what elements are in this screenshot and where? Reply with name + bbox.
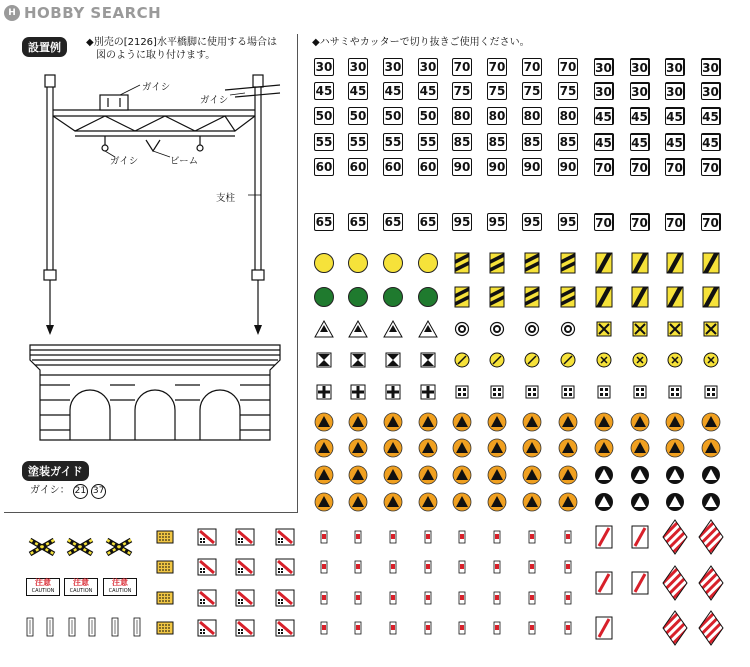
caution-plate: [64, 578, 98, 596]
striped-marker-icon: [489, 252, 505, 274]
green-signal-disc: [347, 286, 369, 308]
hazard-diamond-icon: [698, 610, 724, 646]
warning-disc-icon: [314, 465, 334, 485]
green-signal-disc: [417, 286, 439, 308]
warning-disc-icon: [630, 492, 650, 512]
speed-sign: 60: [315, 160, 333, 174]
hazard-diamond-icon: [662, 565, 688, 601]
speed-sign: 30: [665, 82, 685, 100]
diagonal-marker-icon: [702, 286, 720, 308]
speed-sign: 70: [701, 213, 721, 231]
cross-marker-icon: [350, 384, 366, 400]
speed-sign: 75: [453, 84, 471, 98]
speed-sign: 65: [384, 215, 402, 229]
yellow-signal-disc: [382, 252, 404, 274]
speed-sign: 75: [488, 84, 506, 98]
ring-marker-icon: [454, 321, 470, 337]
triangle-marker-icon: [383, 320, 403, 338]
speed-sign: 70: [453, 60, 471, 74]
label-gaishi-bottom: ガイシ: [110, 156, 139, 167]
warning-disc-icon: [383, 412, 403, 432]
hourglass-marker-icon: [385, 352, 401, 368]
speed-sign: 70: [630, 158, 650, 176]
warning-disc-icon: [418, 438, 438, 458]
striped-marker-icon: [560, 252, 576, 274]
diagonal-marker-icon: [666, 286, 684, 308]
warning-disc-icon: [558, 438, 578, 458]
caution-plate: [103, 578, 137, 596]
label-gaishi-top: ガイシ: [142, 82, 171, 93]
cross-marker-icon: [385, 384, 401, 400]
speed-sign: 50: [419, 109, 437, 123]
hazard-diamond-icon: [698, 565, 724, 601]
x-box-marker-icon: [632, 321, 648, 337]
paint-color-1: 21: [73, 484, 88, 499]
speed-sign: 60: [349, 160, 367, 174]
warning-disc-icon: [630, 438, 650, 458]
red-tick-marker-icon: [389, 621, 397, 635]
speed-sign: 65: [419, 215, 437, 229]
x-circle-marker-icon: [703, 352, 719, 368]
post-strip-icon: [133, 617, 141, 637]
warning-disc-icon: [418, 465, 438, 485]
speed-sign: 80: [523, 109, 541, 123]
speed-sign: 70: [630, 213, 650, 231]
red-tick-marker-icon: [320, 530, 328, 544]
speed-sign: 70: [665, 213, 685, 231]
x-circle-marker-icon: [596, 352, 612, 368]
speed-sign: 70: [523, 60, 541, 74]
yellow-signal-disc: [417, 252, 439, 274]
warning-disc-icon: [594, 465, 614, 485]
red-tick-marker-icon: [528, 560, 536, 574]
logo-mark-icon: H: [4, 5, 20, 21]
red-tick-marker-icon: [389, 591, 397, 605]
x-box-marker-icon: [667, 321, 683, 337]
speed-sign: 30: [701, 58, 721, 76]
speed-sign: 70: [559, 60, 577, 74]
hazard-diamond-icon: [662, 519, 688, 555]
warning-disc-icon: [594, 438, 614, 458]
caution-sub: CAUTION: [108, 588, 132, 594]
red-tick-marker-icon: [424, 560, 432, 574]
grid-square-marker-icon: [668, 385, 682, 399]
speed-sign: 70: [488, 60, 506, 74]
warning-disc-icon: [452, 465, 472, 485]
diagonal-marker-icon: [631, 286, 649, 308]
speed-sign: 70: [701, 158, 721, 176]
red-slash-marker-icon: [595, 571, 613, 595]
speed-sign: 50: [384, 109, 402, 123]
yellow-panel-icon: [156, 621, 174, 635]
warning-disc-icon: [630, 465, 650, 485]
warning-disc-icon: [522, 438, 542, 458]
install-note-line1: ◆別売の[2126]水平橋脚に使用する場合は: [86, 37, 277, 48]
warning-disc-icon: [701, 465, 721, 485]
warning-disc-icon: [487, 438, 507, 458]
grid-square-marker-icon: [633, 385, 647, 399]
warning-disc-icon: [701, 438, 721, 458]
warning-disc-icon: [594, 492, 614, 512]
speed-sign: 45: [594, 133, 614, 151]
striped-marker-icon: [524, 252, 540, 274]
red-tick-marker-icon: [320, 621, 328, 635]
warning-box-icon: [275, 528, 295, 546]
speed-sign: 70: [594, 213, 614, 231]
grid-square-marker-icon: [525, 385, 539, 399]
warning-disc-icon: [665, 412, 685, 432]
install-tag: 設置例: [22, 37, 67, 57]
warning-disc-icon: [348, 438, 368, 458]
speed-sign: 85: [523, 135, 541, 149]
post-strip-icon: [46, 617, 54, 637]
warning-disc-icon: [314, 492, 334, 512]
speed-sign: 30: [594, 82, 614, 100]
warning-disc-icon: [383, 492, 403, 512]
red-tick-marker-icon: [493, 530, 501, 544]
paint-guide-tag: 塗装ガイド: [22, 461, 89, 481]
caution-label: 注意: [73, 578, 89, 587]
red-tick-marker-icon: [354, 530, 362, 544]
speed-sign: 30: [701, 82, 721, 100]
warning-disc-icon: [487, 412, 507, 432]
warning-disc-icon: [701, 492, 721, 512]
red-tick-marker-icon: [528, 591, 536, 605]
slashed-disc-marker-icon: [454, 352, 470, 368]
label-beam: ビーム: [170, 156, 199, 167]
diagonal-marker-icon: [595, 252, 613, 274]
cross-marker-icon: [316, 384, 332, 400]
red-tick-marker-icon: [528, 621, 536, 635]
speed-sign: 80: [559, 109, 577, 123]
warning-disc-icon: [487, 492, 507, 512]
ring-marker-icon: [560, 321, 576, 337]
x-circle-marker-icon: [667, 352, 683, 368]
warning-box-icon: [197, 589, 217, 607]
grid-square-marker-icon: [597, 385, 611, 399]
warning-disc-icon: [522, 492, 542, 512]
warning-disc-icon: [487, 465, 507, 485]
railroad-crossing-sign: [27, 537, 57, 557]
slashed-disc-marker-icon: [524, 352, 540, 368]
warning-disc-icon: [558, 465, 578, 485]
paint-guide-label: ガイシ：: [30, 485, 70, 496]
grid-square-marker-icon: [561, 385, 575, 399]
hourglass-marker-icon: [316, 352, 332, 368]
triangle-marker-icon: [314, 320, 334, 338]
slashed-disc-marker-icon: [560, 352, 576, 368]
green-signal-disc: [313, 286, 335, 308]
railroad-crossing-sign: [104, 537, 134, 557]
speed-sign: 75: [559, 84, 577, 98]
diagonal-marker-icon: [666, 252, 684, 274]
speed-sign: 30: [419, 60, 437, 74]
post-strip-icon: [26, 617, 34, 637]
warning-disc-icon: [665, 438, 685, 458]
warning-disc-icon: [701, 412, 721, 432]
speed-sign: 45: [384, 84, 402, 98]
speed-sign: 90: [488, 160, 506, 174]
striped-marker-icon: [454, 286, 470, 308]
speed-sign: 30: [315, 60, 333, 74]
warning-disc-icon: [452, 492, 472, 512]
warning-disc-icon: [348, 412, 368, 432]
grid-square-marker-icon: [704, 385, 718, 399]
speed-sign: 70: [594, 158, 614, 176]
speed-sign: 85: [559, 135, 577, 149]
speed-sign: 95: [453, 215, 471, 229]
speed-sign: 30: [594, 58, 614, 76]
striped-marker-icon: [524, 286, 540, 308]
ring-marker-icon: [489, 321, 505, 337]
hazard-diamond-icon: [662, 610, 688, 646]
speed-sign: 90: [453, 160, 471, 174]
warning-disc-icon: [558, 412, 578, 432]
caution-sub: CAUTION: [69, 588, 93, 594]
yellow-panel-icon: [156, 530, 174, 544]
red-tick-marker-icon: [354, 560, 362, 574]
red-tick-marker-icon: [528, 530, 536, 544]
hourglass-marker-icon: [350, 352, 366, 368]
striped-marker-icon: [489, 286, 505, 308]
warning-box-icon: [275, 619, 295, 637]
speed-sign: 45: [630, 133, 650, 151]
warning-box-icon: [197, 619, 217, 637]
red-tick-marker-icon: [354, 591, 362, 605]
warning-disc-icon: [452, 412, 472, 432]
speed-sign: 30: [349, 60, 367, 74]
caution-sub: CAUTION: [31, 588, 55, 594]
red-tick-marker-icon: [493, 591, 501, 605]
red-slash-marker-icon: [631, 525, 649, 549]
red-tick-marker-icon: [389, 530, 397, 544]
red-tick-marker-icon: [320, 560, 328, 574]
cross-marker-icon: [420, 384, 436, 400]
warning-box-icon: [235, 619, 255, 637]
speed-sign: 70: [665, 158, 685, 176]
speed-sign: 55: [315, 135, 333, 149]
paint-color-2: 37: [91, 484, 106, 499]
triangle-marker-icon: [348, 320, 368, 338]
red-tick-marker-icon: [564, 530, 572, 544]
yellow-signal-disc: [347, 252, 369, 274]
red-tick-marker-icon: [424, 591, 432, 605]
red-tick-marker-icon: [493, 621, 501, 635]
warning-box-icon: [197, 528, 217, 546]
speed-sign: 45: [701, 133, 721, 151]
red-slash-marker-icon: [595, 616, 613, 640]
red-tick-marker-icon: [320, 591, 328, 605]
caution-label: 注意: [35, 578, 51, 587]
red-tick-marker-icon: [564, 560, 572, 574]
red-tick-marker-icon: [458, 560, 466, 574]
grid-square-marker-icon: [455, 385, 469, 399]
speed-sign: 85: [453, 135, 471, 149]
speed-sign: 85: [488, 135, 506, 149]
warning-disc-icon: [348, 465, 368, 485]
red-slash-marker-icon: [595, 525, 613, 549]
speed-sign: 45: [665, 107, 685, 125]
green-signal-disc: [382, 286, 404, 308]
speed-sign: 75: [523, 84, 541, 98]
speed-sign: 80: [453, 109, 471, 123]
hourglass-marker-icon: [420, 352, 436, 368]
warning-disc-icon: [348, 492, 368, 512]
speed-sign: 55: [419, 135, 437, 149]
warning-disc-icon: [383, 465, 403, 485]
grid-square-marker-icon: [490, 385, 504, 399]
red-slash-marker-icon: [631, 571, 649, 595]
warning-box-icon: [235, 528, 255, 546]
speed-sign: 45: [349, 84, 367, 98]
x-circle-marker-icon: [632, 352, 648, 368]
warning-disc-icon: [665, 465, 685, 485]
speed-sign: 65: [349, 215, 367, 229]
speed-sign: 55: [349, 135, 367, 149]
speed-sign: 30: [630, 82, 650, 100]
warning-disc-icon: [418, 412, 438, 432]
speed-sign: 55: [384, 135, 402, 149]
warning-disc-icon: [418, 492, 438, 512]
slashed-disc-marker-icon: [489, 352, 505, 368]
red-tick-marker-icon: [389, 560, 397, 574]
warning-box-icon: [197, 558, 217, 576]
cut-note: ◆ハサミやカッターで切り抜きご使用ください。: [312, 37, 530, 48]
warning-disc-icon: [314, 438, 334, 458]
speed-sign: 30: [384, 60, 402, 74]
speed-sign: 45: [594, 107, 614, 125]
label-gaishi-right: ガイシ: [200, 95, 229, 106]
red-tick-marker-icon: [458, 621, 466, 635]
diagonal-marker-icon: [631, 252, 649, 274]
speed-sign: 50: [349, 109, 367, 123]
yellow-panel-icon: [156, 560, 174, 574]
warning-box-icon: [235, 589, 255, 607]
speed-sign: 45: [315, 84, 333, 98]
warning-disc-icon: [452, 438, 472, 458]
diagonal-marker-icon: [595, 286, 613, 308]
yellow-signal-disc: [313, 252, 335, 274]
speed-sign: 90: [523, 160, 541, 174]
post-strip-icon: [68, 617, 76, 637]
striped-marker-icon: [454, 252, 470, 274]
speed-sign: 95: [559, 215, 577, 229]
warning-disc-icon: [383, 438, 403, 458]
red-tick-marker-icon: [564, 591, 572, 605]
warning-disc-icon: [558, 492, 578, 512]
triangle-marker-icon: [418, 320, 438, 338]
logo-text: HOBBY SEARCH: [24, 4, 162, 22]
speed-sign: 30: [630, 58, 650, 76]
ring-marker-icon: [524, 321, 540, 337]
red-tick-marker-icon: [458, 530, 466, 544]
speed-sign: 95: [488, 215, 506, 229]
red-tick-marker-icon: [564, 621, 572, 635]
red-tick-marker-icon: [458, 591, 466, 605]
red-tick-marker-icon: [424, 621, 432, 635]
speed-sign: 90: [559, 160, 577, 174]
striped-marker-icon: [560, 286, 576, 308]
label-post: 支柱: [216, 193, 236, 204]
caution-plate: [26, 578, 60, 596]
speed-sign: 45: [665, 133, 685, 151]
speed-sign: 50: [315, 109, 333, 123]
post-strip-icon: [88, 617, 96, 637]
x-box-marker-icon: [596, 321, 612, 337]
yellow-panel-icon: [156, 591, 174, 605]
red-tick-marker-icon: [424, 530, 432, 544]
warning-box-icon: [275, 589, 295, 607]
caution-label: 注意: [112, 578, 128, 587]
x-box-marker-icon: [703, 321, 719, 337]
diagonal-marker-icon: [702, 252, 720, 274]
speed-sign: 45: [419, 84, 437, 98]
speed-sign: 30: [665, 58, 685, 76]
warning-disc-icon: [314, 412, 334, 432]
speed-sign: 60: [384, 160, 402, 174]
warning-disc-icon: [522, 412, 542, 432]
warning-disc-icon: [665, 492, 685, 512]
warning-disc-icon: [522, 465, 542, 485]
speed-sign: 45: [701, 107, 721, 125]
red-tick-marker-icon: [493, 560, 501, 574]
warning-disc-icon: [630, 412, 650, 432]
railroad-crossing-sign: [65, 537, 95, 557]
speed-sign: 45: [630, 107, 650, 125]
red-tick-marker-icon: [354, 621, 362, 635]
speed-sign: 95: [523, 215, 541, 229]
warning-box-icon: [275, 558, 295, 576]
hazard-diamond-icon: [698, 519, 724, 555]
speed-sign: 65: [315, 215, 333, 229]
warning-box-icon: [235, 558, 255, 576]
warning-disc-icon: [594, 412, 614, 432]
post-strip-icon: [111, 617, 119, 637]
speed-sign: 80: [488, 109, 506, 123]
speed-sign: 60: [419, 160, 437, 174]
install-note-line2: 図のように取り付けます。: [96, 50, 216, 61]
